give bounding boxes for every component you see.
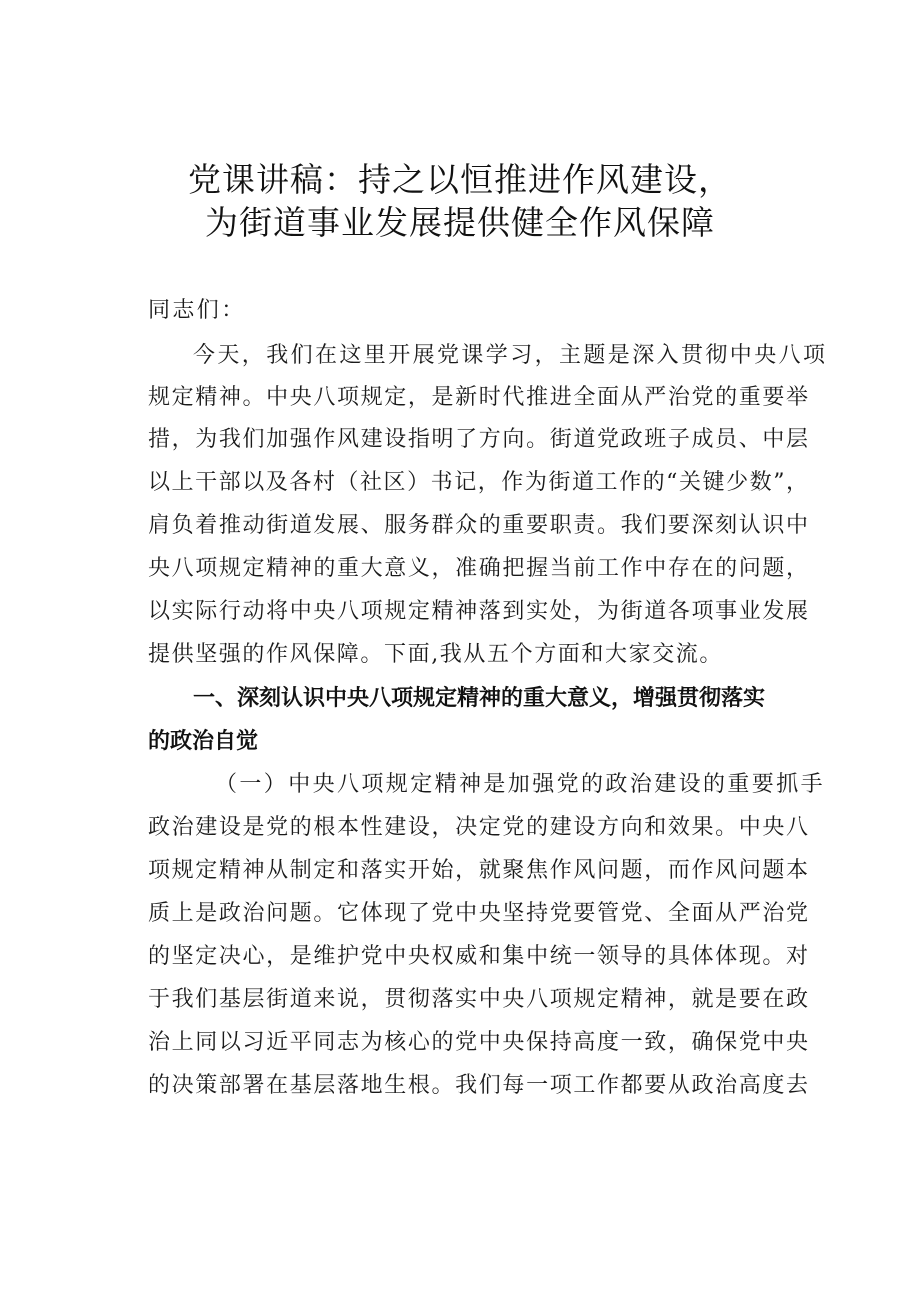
document-title-line-1: 党课讲稿：持之以恒推进作风建设， — [188, 160, 732, 199]
intro-line-6: 央八项规定精神的重大意义，准确把握当前工作中存在的问题， — [148, 556, 808, 581]
subsection-1-line-3: 质上是政治问题。它体现了党中央坚持党要管党、全面从严治党 — [148, 901, 808, 926]
subsection-1-line-5: 于我们基层街道来说，贯彻落实中央八项规定精神，就是要在政 — [148, 987, 808, 1012]
intro-line-8: 提供坚强的作风保障。下面,我从五个方面和大家交流。 — [148, 642, 723, 667]
subsection-1-line-1: 政治建设是党的根本性建设，决定党的建设方向和效果。中央八 — [148, 815, 808, 840]
subsection-1-line-7: 的决策部署在基层落地生根。我们每一项工作都要从政治高度去 — [148, 1073, 808, 1098]
subsection-1-line-6: 治上同以习近平同志为核心的党中央保持高度一致，确保党中央 — [148, 1030, 808, 1055]
salutation: 同志们： — [148, 298, 246, 323]
intro-line-3: 措，为我们加强作风建设指明了方向。街道党政班子成员、中层 — [148, 427, 808, 452]
section-1-heading-line-1: 一、深刻认识中央八项规定精神的重大意义，增强贯彻落实 — [193, 686, 766, 711]
document-title-line-2: 为街道事业发展提供健全作风保障 — [205, 203, 715, 242]
intro-line-5: 肩负着推动街道发展、服务群众的重要职责。我们要深刻认识中 — [148, 513, 808, 538]
intro-line-7: 以实际行动将中央八项规定精神落到实处，为街道各项事业发展 — [148, 599, 808, 624]
subsection-1-heading: （一）中央八项规定精神是加强党的政治建设的重要抓手 — [215, 772, 826, 797]
intro-line-4: 以上干部以及各村（社区）书记，作为街道工作的“关键少数”， — [148, 470, 808, 495]
subsection-1-line-2: 项规定精神从制定和落实开始，就聚焦作风问题，而作风问题本 — [148, 858, 808, 883]
subsection-1-line-4: 的坚定决心，是维护党中央权威和集中统一领导的具体体现。对 — [148, 944, 808, 969]
intro-line-1: 今天，我们在这里开展党课学习，主题是深入贯彻中央八项 — [193, 343, 828, 368]
intro-line-2: 规定精神。中央八项规定，是新时代推进全面从严治党的重要举 — [148, 385, 808, 410]
section-1-heading-line-2: 的政治自觉 — [148, 729, 259, 754]
